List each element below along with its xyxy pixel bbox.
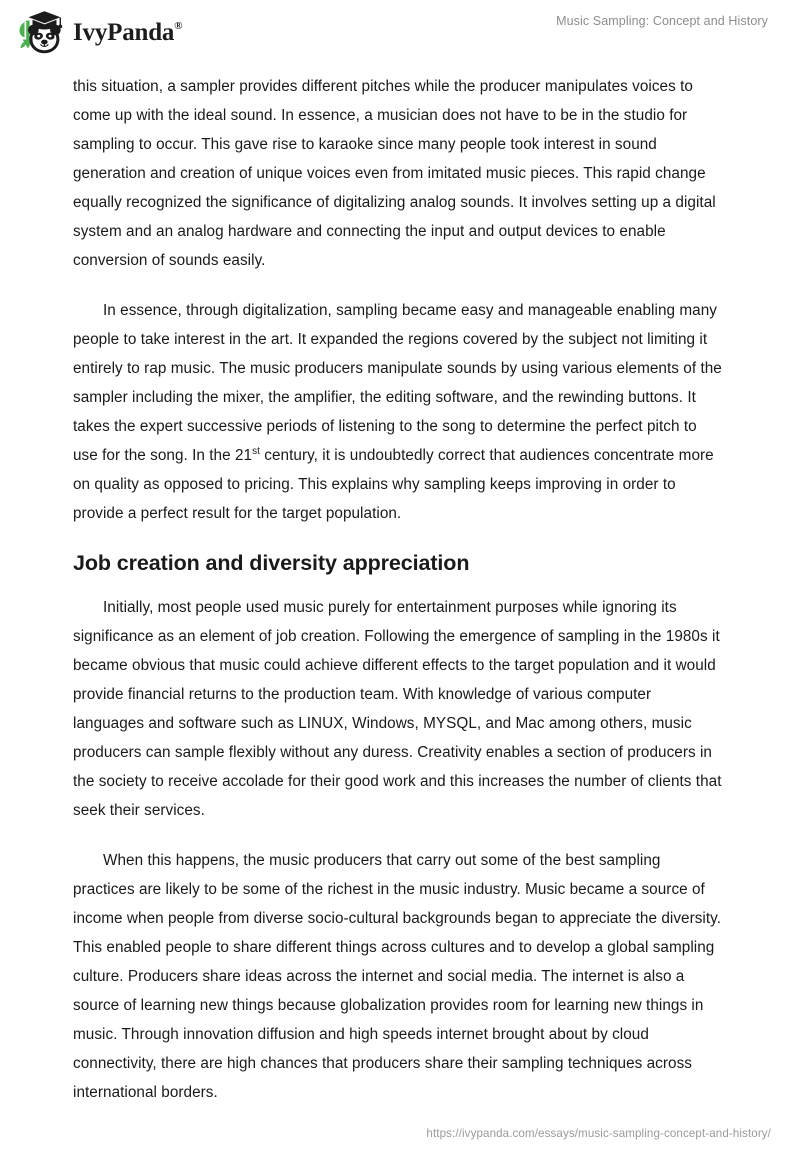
registered-trademark-icon: ® bbox=[174, 20, 183, 33]
paragraph-continuation: this situation, a sampler provides different pitches while the producer manipulates voices to come up with the ideal sound. In essence, a musician does not have to be in the studio for sampling to occur. This gave rise to karaoke since many people took interest in sound generation and creation of unique voices even from imitated music pieces. This rapid change equally recognized the significance of digitalizing analog sounds. It involves setting up a digital system and an analog hardware and connecting the input and output devices to enable conversion of sounds easily. bbox=[73, 78, 716, 269]
document-body bbox=[73, 72, 725, 1128]
brand-name-text: IvyPanda bbox=[73, 18, 175, 46]
ordinal-superscript: st bbox=[252, 445, 260, 457]
section-heading-job-creation: Job creation and diversity appreciation bbox=[73, 551, 470, 575]
brand-wordmark bbox=[73, 20, 182, 45]
paragraph-digitalization bbox=[73, 296, 725, 528]
source-url-link[interactable]: https://ivypanda.com/essays/music-sampling-concept-and-history/ bbox=[426, 1127, 771, 1140]
paragraph-diversity: When this happens, the music producers that carry out some of the best sampling practices are likely to be some of the richest in the music industry. Music became a source of income when people from diverse socio-cultural backgrounds began to appreciate the diversity. This enabled people to share different things across cultures and to develop a global sampling culture. Producers share ideas across the internet and social media. The internet is also a source of learning new things because globalization provides room for learning new things in music. Through innovation diffusion and high speeds internet brought about by cloud connectivity, there are high chances that producers share their sampling techniques across international borders. bbox=[73, 852, 722, 1101]
brand-logo-link[interactable] bbox=[14, 8, 182, 54]
page-header bbox=[0, 0, 800, 62]
paragraph-text-part-b: century, it is undoubtedly correct that audiences concentrate more on quality as opposed to pricing. This explains why sampling keeps improving in order to provide a perfect result for the target population. bbox=[73, 447, 714, 522]
page-footer bbox=[0, 1124, 800, 1142]
ivypanda-logo-icon bbox=[14, 8, 66, 54]
paragraph-text-part-a: In essence, through digitalization, sampling became easy and manageable enabling many people to take interest in the art. It expanded the regions covered by the subject not limiting it entirely to rap music. The music producers manipulate sounds by using various elements of the sampler including the mixer, the amplifier, the editing software, and the rewinding buttons. It takes the expert successive periods of listening to the song to determine the perfect pitch to use for the song. In the 21 bbox=[73, 302, 722, 464]
paragraph-job-creation: Initially, most people used music purely for entertainment purposes while ignoring its significance as an element of job creation. Following the emergence of sampling in the 1980s it became obvious that music could achieve different effects to the target population and it would provide financial returns to the production team. With knowledge of various computer languages and software such as LINUX, Windows, MYSQL, and Mac among others, music producers can sample flexibly without any duress. Creativity enables a section of producers in the society to receive accolade for their good work and this increases the number of clients that seek their services. bbox=[73, 599, 722, 819]
document-title: Music Sampling: Concept and History bbox=[556, 14, 768, 28]
